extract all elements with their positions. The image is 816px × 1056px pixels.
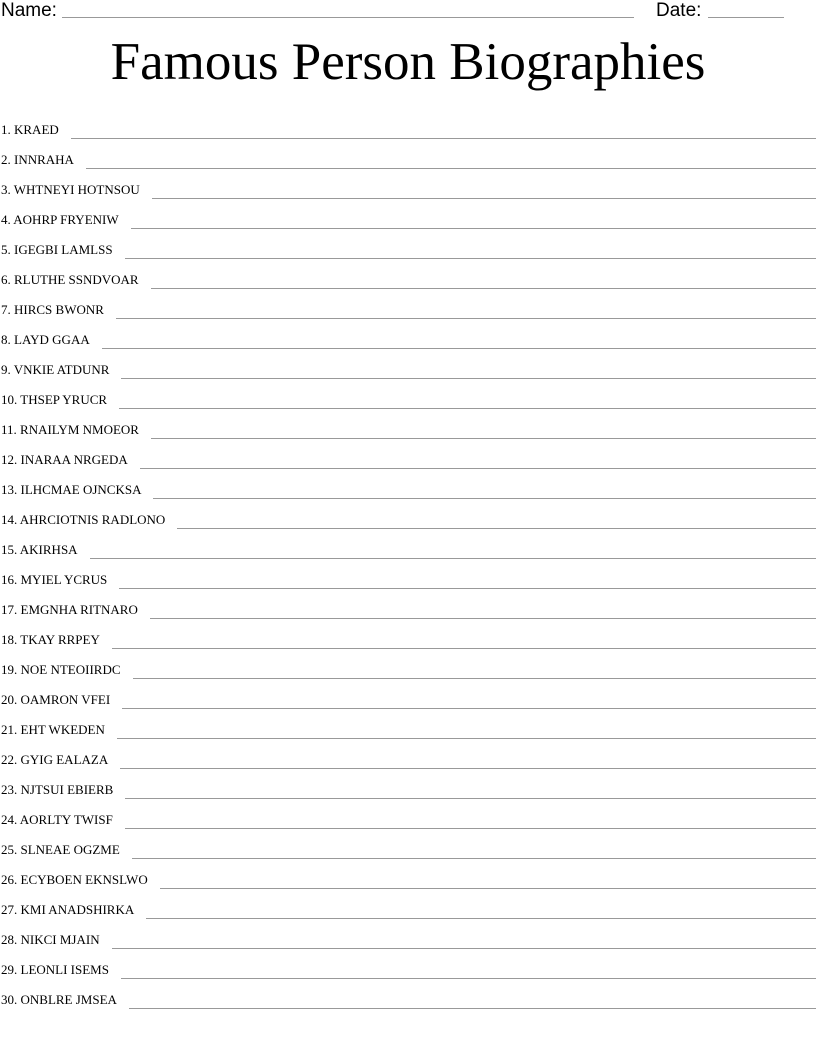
scrambled-word: 21. EHT WKEDEN <box>1 722 105 737</box>
answer-line[interactable] <box>112 948 816 949</box>
list-item <box>0 352 816 382</box>
list-item <box>0 142 816 172</box>
answer-line[interactable] <box>119 408 816 409</box>
name-label: Name: <box>1 0 57 21</box>
answer-line[interactable] <box>152 198 816 199</box>
list-item <box>0 562 816 592</box>
scrambled-word: 12. INARAA NRGEDA <box>1 452 128 467</box>
scrambled-word: 18. TKAY RRPEY <box>1 632 100 647</box>
scrambled-word: 23. NJTSUI EBIERB <box>1 782 114 797</box>
scrambled-word: 14. AHRCIOTNIS RADLONO <box>1 512 166 527</box>
scrambled-word: 30. ONBLRE JMSEA <box>1 992 117 1007</box>
answer-line[interactable] <box>117 738 816 739</box>
answer-line[interactable] <box>160 888 816 889</box>
scrambled-word: 19. NOE NTEOIIRDC <box>1 662 121 677</box>
list-item <box>0 952 816 982</box>
answer-line[interactable] <box>131 228 816 229</box>
list-item <box>0 892 816 922</box>
answer-line[interactable] <box>132 858 816 859</box>
scrambled-word: 16. MYIEL YCRUS <box>1 572 108 587</box>
answer-line[interactable] <box>102 348 816 349</box>
scrambled-word: 8. LAYD GGAA <box>1 332 90 347</box>
answer-line[interactable] <box>86 168 816 169</box>
scrambled-word: 9. VNKIE ATDUNR <box>1 362 110 377</box>
scrambled-word: 15. AKIRHSA <box>1 542 78 557</box>
scrambled-word: 22. GYIG EALAZA <box>1 752 109 767</box>
list-item <box>0 742 816 772</box>
list-item <box>0 322 816 352</box>
answer-line[interactable] <box>133 678 816 679</box>
scrambled-word: 3. WHTNEYI HOTNSOU <box>1 182 140 197</box>
list-item <box>0 592 816 622</box>
scrambled-word: 7. HIRCS BWONR <box>1 302 104 317</box>
date-label: Date: <box>656 0 702 21</box>
answer-line[interactable] <box>121 378 816 379</box>
name-field-line[interactable] <box>62 17 634 18</box>
list-item <box>0 802 816 832</box>
list-item <box>0 202 816 232</box>
scrambled-word: 27. KMI ANADSHIRKA <box>1 902 135 917</box>
answer-line[interactable] <box>90 558 816 559</box>
scrambled-word: 2. INNRAHA <box>1 152 74 167</box>
answer-line[interactable] <box>125 828 816 829</box>
list-item <box>0 772 816 802</box>
answer-line[interactable] <box>71 138 816 139</box>
list-item <box>0 712 816 742</box>
scrambled-word: 10. THSEP YRUCR <box>1 392 108 407</box>
answer-line[interactable] <box>125 258 816 259</box>
scrambled-word: 13. ILHCMAE OJNCKSA <box>1 482 142 497</box>
answer-line[interactable] <box>122 708 816 709</box>
list-item <box>0 532 816 562</box>
list-item <box>0 832 816 862</box>
answer-line[interactable] <box>119 588 816 589</box>
list-item <box>0 982 816 1012</box>
scrambled-word: 25. SLNEAE OGZME <box>1 842 120 857</box>
list-item <box>0 232 816 262</box>
scrambled-word: 1. KRAED <box>1 122 59 137</box>
list-item <box>0 292 816 322</box>
answer-line[interactable] <box>177 528 816 529</box>
list-item <box>0 262 816 292</box>
scramble-list <box>0 112 816 1012</box>
scrambled-word: 28. NIKCI MJAIN <box>1 932 100 947</box>
date-field-line[interactable] <box>708 17 784 18</box>
scrambled-word: 29. LEONLI ISEMS <box>1 962 109 977</box>
scrambled-word: 6. RLUTHE SSNDVOAR <box>1 272 139 287</box>
worksheet-header <box>0 0 816 24</box>
answer-line[interactable] <box>146 918 816 919</box>
list-item <box>0 382 816 412</box>
answer-line[interactable] <box>150 618 816 619</box>
list-item <box>0 442 816 472</box>
list-item <box>0 862 816 892</box>
page-title: Famous Person Biographies <box>110 33 706 91</box>
answer-line[interactable] <box>112 648 816 649</box>
answer-line[interactable] <box>151 438 816 439</box>
scrambled-word: 20. OAMRON VFEI <box>1 692 111 707</box>
answer-line[interactable] <box>121 978 816 979</box>
list-item <box>0 172 816 202</box>
answer-line[interactable] <box>151 288 816 289</box>
answer-line[interactable] <box>116 318 816 319</box>
list-item <box>0 112 816 142</box>
list-item <box>0 472 816 502</box>
answer-line[interactable] <box>129 1008 816 1009</box>
list-item <box>0 502 816 532</box>
answer-line[interactable] <box>140 468 816 469</box>
list-item <box>0 652 816 682</box>
list-item <box>0 622 816 652</box>
answer-line[interactable] <box>153 498 816 499</box>
scrambled-word: 4. AOHRP FRYENIW <box>1 212 119 227</box>
answer-line[interactable] <box>120 768 816 769</box>
list-item <box>0 922 816 952</box>
list-item <box>0 412 816 442</box>
scrambled-word: 5. IGEGBI LAMLSS <box>1 242 113 257</box>
scrambled-word: 24. AORLTY TWISF <box>1 812 113 827</box>
scrambled-word: 26. ECYBOEN EKNSLWO <box>1 872 148 887</box>
scrambled-word: 17. EMGNHA RITNARO <box>1 602 138 617</box>
scrambled-word: 11. RNAILYM NMOEOR <box>1 422 139 437</box>
answer-line[interactable] <box>125 798 816 799</box>
list-item <box>0 682 816 712</box>
